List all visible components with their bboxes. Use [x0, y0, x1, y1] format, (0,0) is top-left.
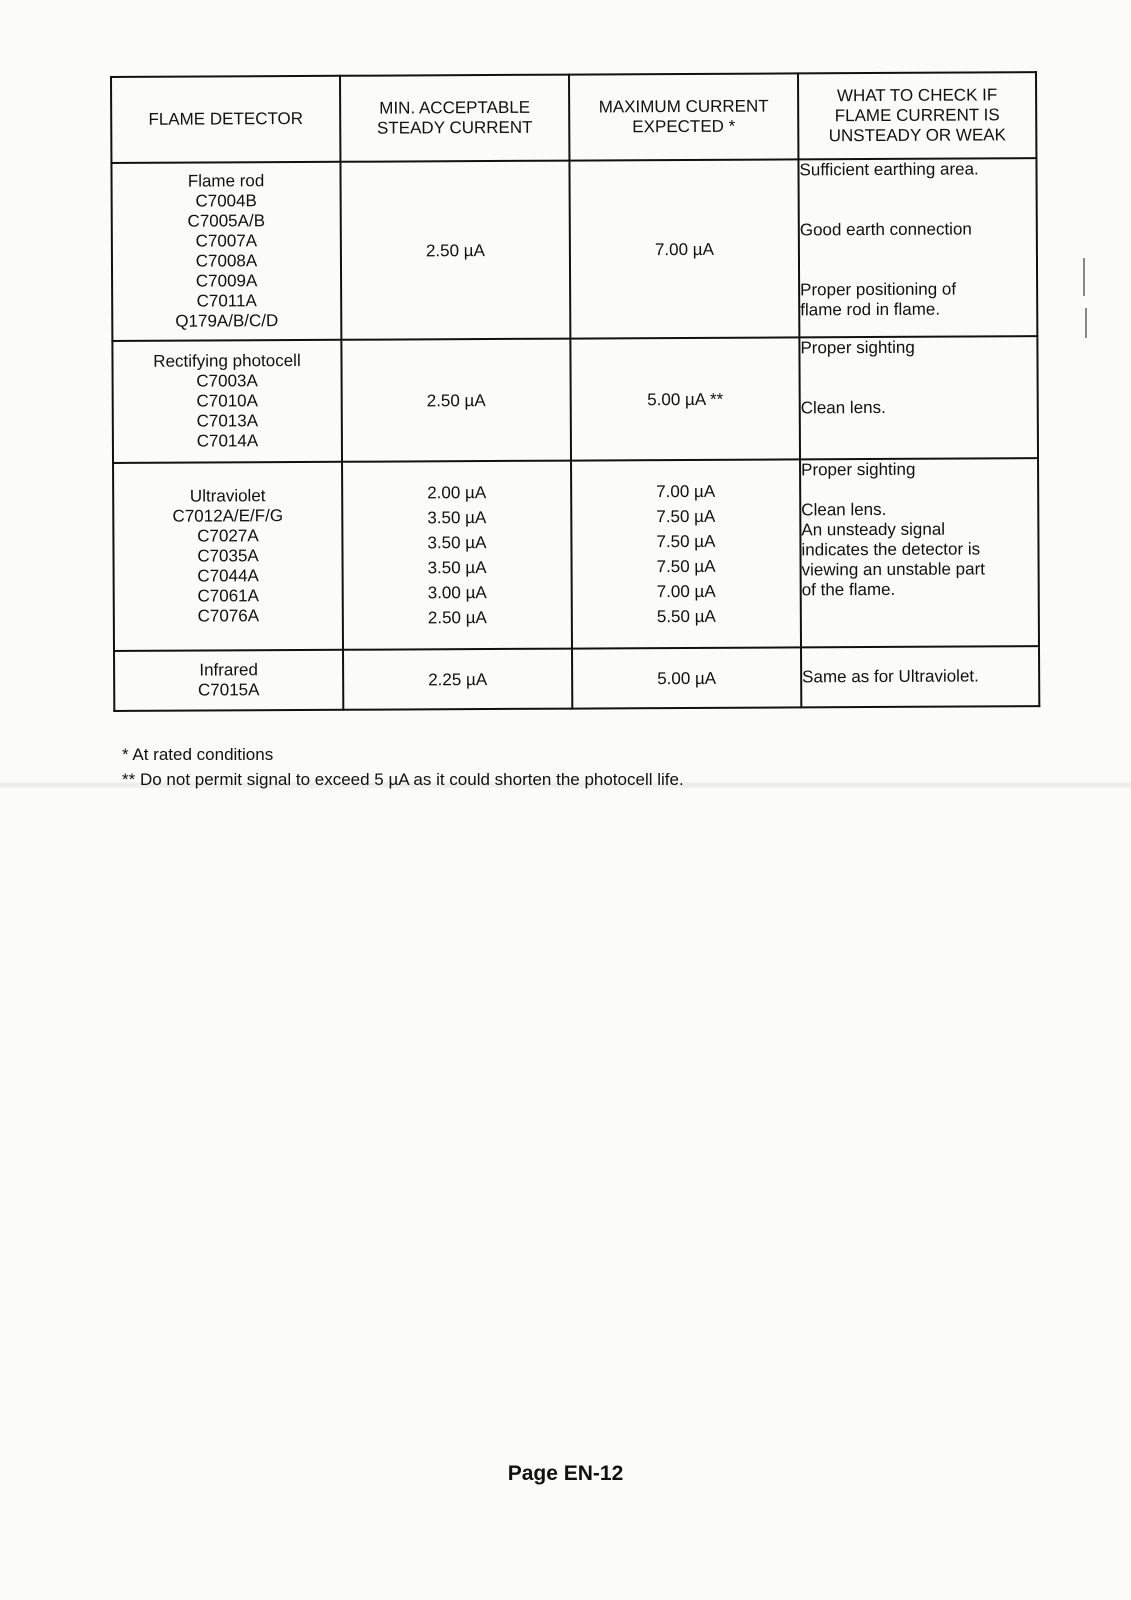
- margin-mark: [1085, 308, 1087, 338]
- table-header-row: [111, 72, 1036, 163]
- min-current-value: 2.25 µA: [428, 669, 488, 689]
- check-line: flame rod in flame.: [800, 299, 941, 320]
- detector-cell: [112, 340, 342, 463]
- max-current-value: 7.50 µA: [656, 506, 716, 527]
- header-max-current: MAXIMUM CURRENT EXPECTED *: [569, 73, 798, 160]
- detector-line: Rectifying photocell: [153, 351, 301, 371]
- detector-line: C7027A: [197, 526, 259, 546]
- max-current-value: 7.50 µA: [656, 556, 716, 577]
- max-current-cell: [570, 337, 800, 460]
- check-line: viewing an unstable part: [801, 559, 985, 580]
- max-current-cell: [569, 159, 799, 338]
- max-current-value: 5.00 µA **: [647, 389, 724, 409]
- flame-current-table: [110, 71, 1040, 712]
- spacer: [800, 357, 1036, 398]
- check-line: Proper sighting: [801, 459, 916, 480]
- detector-line: Infrared: [199, 660, 258, 680]
- footnotes: [122, 742, 684, 792]
- min-current-value: 2.50 µA: [426, 390, 486, 410]
- detector-line: C7009A: [195, 271, 258, 291]
- max-current-value: 7.00 µA: [656, 581, 716, 602]
- detector-cell: [113, 462, 343, 651]
- max-current-value: 7.00 µA: [656, 481, 716, 502]
- table-row: [111, 158, 1037, 341]
- detector-line: C7013A: [196, 411, 259, 431]
- max-current-value: 7.50 µA: [656, 531, 716, 552]
- max-current-value: 5.50 µA: [656, 606, 716, 627]
- table-row: [113, 458, 1039, 651]
- header-flame-detector: FLAME DETECTOR: [111, 76, 340, 163]
- detector-line: C7035A: [197, 546, 259, 566]
- detector-line: C7061A: [197, 586, 259, 606]
- header-min-current: MIN. ACCEPTABLE STEADY CURRENT: [340, 75, 569, 162]
- check-line: Proper sighting: [800, 337, 915, 358]
- check-line: An unsteady signal: [801, 519, 946, 540]
- min-current-value: 3.50 µA: [427, 558, 487, 578]
- detector-line: C7005A/B: [187, 211, 266, 231]
- spacer: [800, 179, 1036, 220]
- check-line: Clean lens.: [801, 499, 887, 520]
- check-line: Same as for Ultraviolet.: [802, 666, 979, 687]
- detector-line: C7007A: [195, 231, 258, 251]
- min-current-value: 2.50 µA: [425, 240, 485, 260]
- max-current-value: 5.00 µA: [657, 668, 717, 688]
- detector-line: C7012A/E/F/G: [172, 506, 284, 526]
- min-current-value: 3.50 µA: [427, 508, 487, 528]
- detector-line: C7015A: [197, 680, 260, 700]
- detector-line: C7014A: [196, 431, 259, 451]
- min-current-value: 2.00 µA: [427, 483, 487, 503]
- check-cell: [798, 158, 1037, 337]
- max-current-value: 7.00 µA: [654, 239, 714, 259]
- detector-line: C7044A: [197, 566, 259, 586]
- table-row: [114, 646, 1039, 711]
- detector-line: C7004B: [195, 191, 257, 211]
- detector-line: C7010A: [196, 391, 258, 411]
- min-current-cell: [343, 649, 572, 710]
- min-current-value: 3.50 µA: [427, 533, 487, 553]
- min-current-value: 3.00 µA: [427, 583, 487, 603]
- check-cell: [800, 458, 1039, 647]
- check-line: Good earth connection: [799, 219, 972, 240]
- detector-cell: [114, 650, 343, 711]
- detector-cell: [111, 162, 341, 341]
- check-line: Sufficient earthing area.: [799, 159, 979, 180]
- min-current-cell: [342, 461, 572, 650]
- detector-line: Q179A/B/C/D: [175, 311, 279, 331]
- spacer: [801, 479, 1037, 500]
- detector-line: C7003A: [196, 371, 258, 391]
- min-current-cell: [340, 161, 570, 340]
- check-cell: [799, 336, 1038, 459]
- footnote-rated-conditions: * At rated conditions: [122, 745, 274, 764]
- page-number: Page EN-12: [507, 1462, 624, 1485]
- max-current-cell: [571, 459, 801, 648]
- spacer: [800, 239, 1036, 280]
- footnote-photocell-limit: ** Do not permit signal to exceed 5 µA as it could shorten the photocell life.: [122, 770, 684, 789]
- detector-line: C7011A: [196, 291, 257, 311]
- check-line: Proper positioning of: [800, 279, 957, 300]
- check-cell: [801, 646, 1039, 707]
- detector-line: C7076A: [197, 606, 260, 626]
- detector-line: Flame rod: [187, 171, 265, 191]
- check-line: of the flame.: [801, 579, 896, 600]
- detector-line: Ultraviolet: [189, 486, 266, 506]
- table-row: [112, 336, 1038, 463]
- check-line: Clean lens.: [800, 397, 886, 418]
- min-current-value: 2.50 µA: [427, 608, 487, 628]
- detector-line: C7008A: [195, 251, 258, 271]
- check-line: indicates the detector is: [801, 539, 981, 560]
- margin-mark: [1083, 258, 1085, 296]
- header-what-to-check: WHAT TO CHECK IF FLAME CURRENT IS UNSTEADY OR WEAK: [798, 72, 1036, 159]
- min-current-cell: [341, 339, 571, 462]
- max-current-cell: [572, 647, 801, 708]
